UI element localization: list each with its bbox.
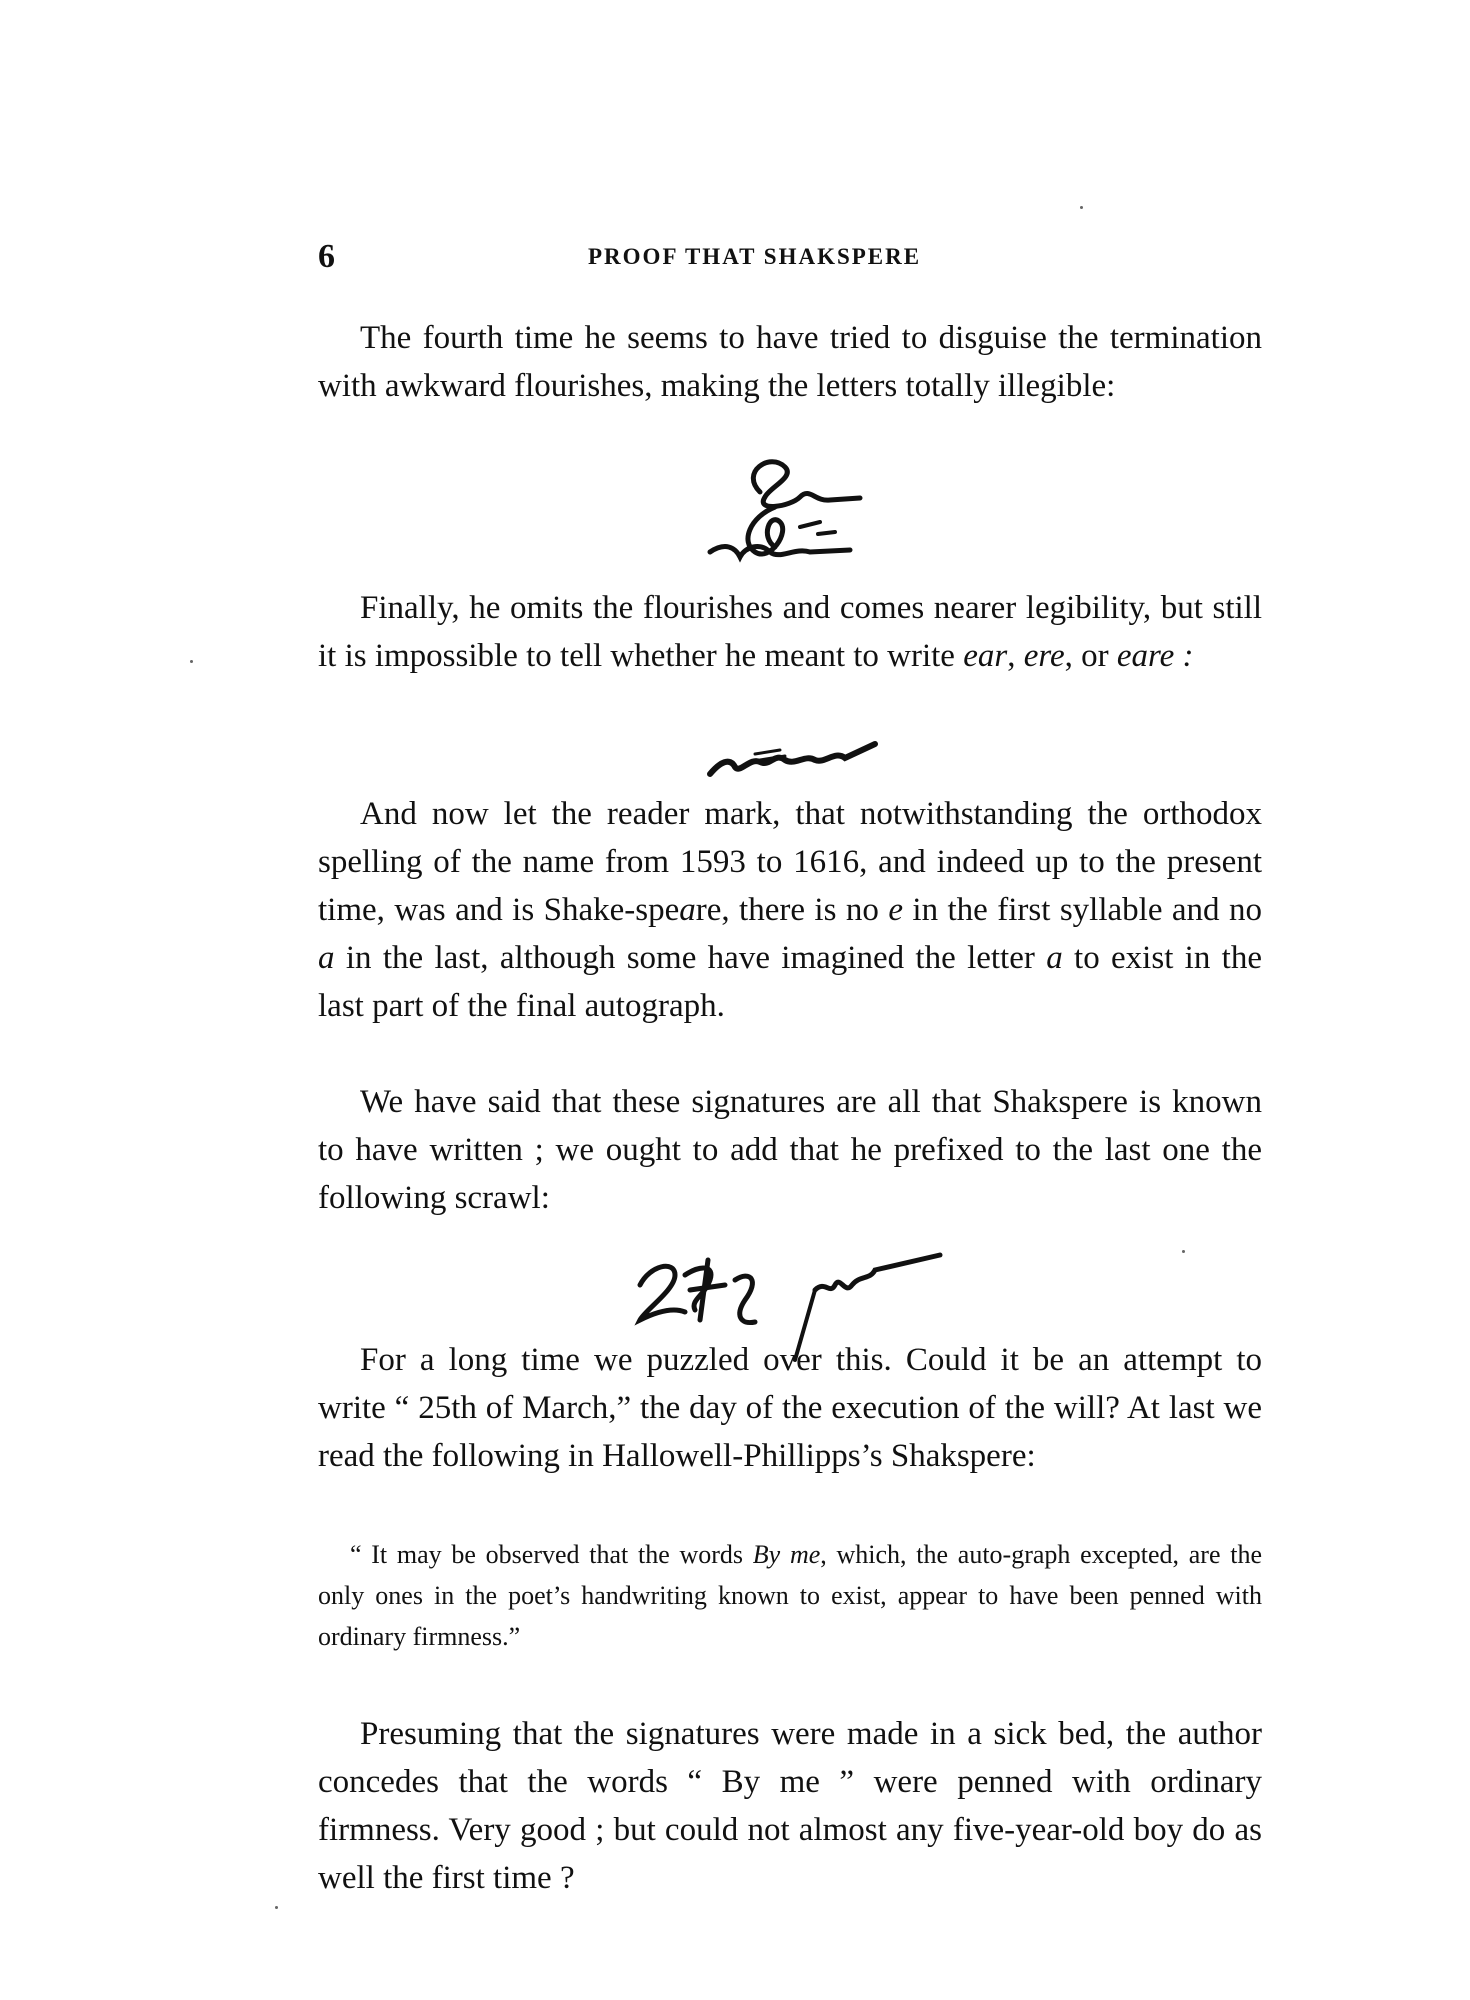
scan-speck bbox=[1080, 206, 1083, 209]
running-head: PROOF THAT SHAKSPERE bbox=[588, 244, 922, 269]
word-eare: eare : bbox=[1116, 638, 1194, 674]
signature-image-1 bbox=[700, 452, 890, 582]
italic-a-2: a bbox=[318, 940, 335, 976]
paragraph-3-part-4: in the last, although some have imagined the letter bbox=[334, 940, 1047, 976]
paragraph-2-body: Finally, he omits the flourishes and comes nearer legibility, but still it is impossible to tell whether he meant to write bbox=[318, 590, 1262, 674]
paragraph-6-text: Presuming that the signatures were made in a sick bed, the author concedes that the words “ By me ” were penned with ordinary firmness. Very good ; but could not almost any five-year-old boy do as well the first time ? bbox=[318, 1716, 1262, 1896]
scan-speck bbox=[190, 660, 193, 663]
page-number: 6 bbox=[318, 238, 335, 275]
paragraph-3-part-5: to exist in the last part of the final autograph. bbox=[318, 940, 1262, 1024]
quote-part-2: , which, the auto-graph excepted, are the only ones in the poet’s handwriting known to exist, appear to have been penned with ordinary firmness.” bbox=[318, 1540, 1262, 1651]
paragraph-4 bbox=[318, 1078, 1262, 1222]
separator-2: , or bbox=[1064, 638, 1117, 674]
paragraph-3-part-3: in the first syllable and no bbox=[902, 892, 1262, 928]
italic-a-1: a bbox=[679, 892, 696, 928]
paragraph-2 bbox=[318, 584, 1262, 680]
page-header bbox=[318, 238, 1078, 278]
paragraph-3-part-2: re, there is no bbox=[695, 892, 889, 928]
quote-part-1: “ It may be observed that the words bbox=[350, 1540, 753, 1569]
quote-italic-by-me: By me bbox=[752, 1540, 821, 1569]
italic-e: e bbox=[888, 892, 903, 928]
scan-speck bbox=[1182, 1250, 1185, 1253]
block-quote bbox=[318, 1534, 1262, 1657]
paragraph-3-text bbox=[318, 790, 1262, 1030]
paragraph-4-text: We have said that these signatures are all that Shakspere is known to have written ; we ought to add that he prefixed to the last one the following scrawl: bbox=[318, 1084, 1262, 1216]
paragraph-2-text bbox=[318, 584, 1262, 680]
paragraph-1 bbox=[318, 314, 1262, 410]
italic-a-3: a bbox=[1046, 940, 1063, 976]
paragraph-3-part-1: And now let the reader mark, that notwithstanding the orthodox spelling of the name from 1593 to 1616, and indeed up to the present time, was and is Shake-spe bbox=[318, 796, 1262, 928]
separator-1: , bbox=[1007, 638, 1024, 674]
paragraph-3 bbox=[318, 790, 1262, 1030]
paragraph-6 bbox=[318, 1710, 1262, 1902]
block-quote-text bbox=[318, 1534, 1262, 1657]
paragraph-1-text: The fourth time he seems to have tried to disguise the termination with awkward flourishes, making the letters totally illegible: bbox=[318, 320, 1262, 404]
word-ere: ere bbox=[1023, 638, 1065, 674]
signature-image-2 bbox=[705, 732, 885, 782]
paragraph-5-text: For a long time we puzzled over this. Could it be an attempt to write “ 25th of March,” the day of the execution of the will? At last we read the following in Hallowell-Phillipps’s Shakspere: bbox=[318, 1342, 1262, 1474]
paragraph-5 bbox=[318, 1336, 1262, 1480]
word-ear: ear bbox=[963, 638, 1008, 674]
scan-speck bbox=[275, 1906, 278, 1909]
